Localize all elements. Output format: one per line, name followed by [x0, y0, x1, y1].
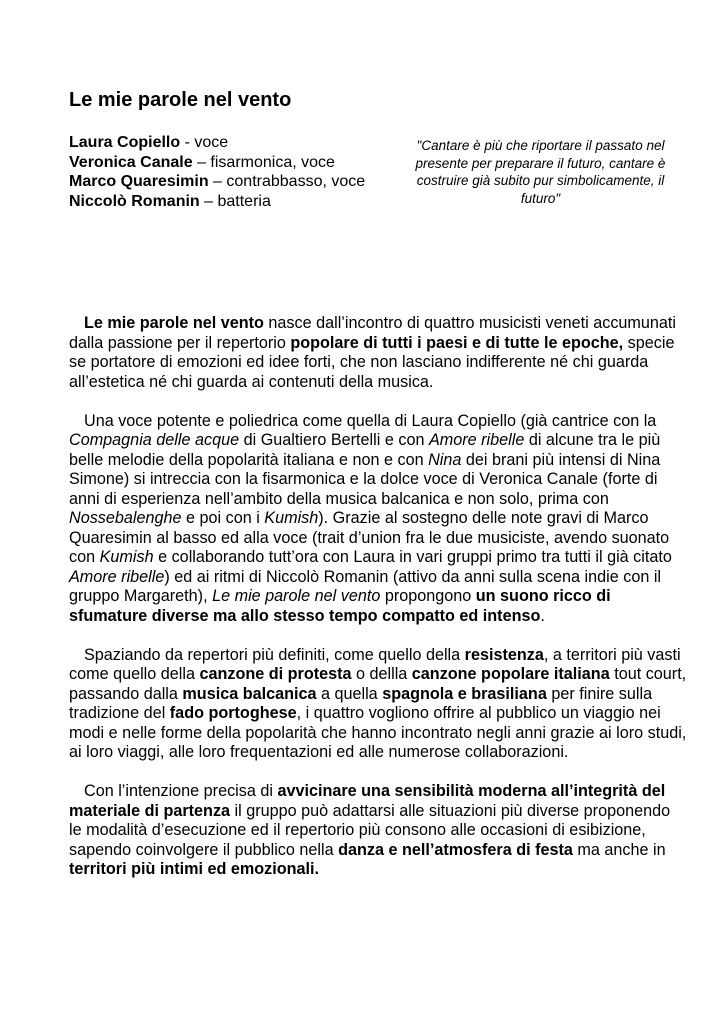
text-run: e poi con i	[181, 509, 265, 528]
bold-text: un suono ricco di sfumature diverse ma allo stesso tempo compatto ed intenso	[69, 587, 611, 625]
member-role: – contrabbasso, voce	[208, 173, 366, 190]
italic-text: Amore ribelle	[69, 567, 165, 586]
paragraph	[69, 646, 687, 763]
text-run: dei brani più intensi di Nina Simone) si intreccia con la fisarmonica e la dolce voce di Veronica Canale (forte di anni di esperienza nell’ambito della musica balcanica e non solo, prima con	[69, 450, 661, 508]
italic-text: Kumish	[264, 509, 319, 528]
text-run: di alcune tra le più belle melodie della popolarità italiana e non e con	[69, 431, 661, 469]
member-name: Laura Copiello	[69, 134, 181, 151]
quote: "Cantare è più che riportare il passato nel presente per preparare il futuro, cantare è costruire già subito pur simbolicamente, il futuro"	[415, 138, 666, 207]
text-run: ). Grazie al sostegno delle note gravi di Marco Quaresimin al basso ed alla voce (trait d’union fra le due musiciste, avendo suonato con	[69, 509, 670, 567]
page-title: Le mie parole nel vento	[69, 89, 292, 111]
member-line	[69, 153, 369, 173]
member-role: – fisarmonica, voce	[192, 153, 335, 171]
text-run: il gruppo può adattarsi alle situazioni più diverse proponendo le modalità d’esecuzione ed il repertorio più consono alle occasioni di esibizione, sapendo coinvolgere il pubblico nella	[69, 801, 671, 859]
body-text	[69, 314, 687, 899]
bold-text: avvicinare una sensibilità moderna all’integrità del materiale di partenza	[69, 782, 666, 820]
text-run: Una voce potente e poliedrica come quella di Laura Copiello (già cantrice con la	[84, 411, 657, 430]
text-run: propongono	[380, 587, 476, 606]
italic-text: Nina	[428, 450, 462, 469]
text-run: tout court, passando dalla	[69, 665, 687, 703]
italic-text: Kumish	[99, 548, 154, 567]
member-role: – batteria	[199, 192, 271, 210]
text-run: o dellla	[351, 665, 412, 684]
text-run: di Gualtiero Bertelli e con	[239, 431, 429, 450]
text-run: a quella	[316, 684, 383, 703]
text-run: ) ed ai ritmi di Niccolò Romanin (attivo da anni sulla scena indie con il gruppo Margareth),	[69, 567, 662, 606]
text-run: specie se portatore di emozioni ed idee forti, che non lasciano indifferente né chi guarda all’estetica né chi guarda ai contenuti della musica.	[69, 333, 675, 391]
text-run: per finire sulla tradizione del	[69, 684, 653, 723]
member-line	[69, 172, 369, 192]
text-run: , i quattro vogliono offrire al pubblico un viaggio nei modi e nelle forme della popolarità che hanno incontrato negli anni grazie ai loro studi, ai loro viaggi, alle loro frequentazioni ed alle numerose collaborazioni.	[69, 704, 687, 762]
bold-text: resistenza	[464, 645, 544, 664]
band-members	[69, 133, 369, 211]
bold-text: danza e nell’atmosfera di festa	[338, 840, 573, 859]
bold-text: spagnola e brasiliana	[382, 684, 547, 703]
italic-text: Compagnia delle acque	[69, 431, 240, 450]
member-name: Veronica Canale	[69, 153, 193, 171]
bold-text: canzone popolare italiana	[411, 665, 610, 684]
text-run: nasce dall’incontro di quattro musicisti veneti accumunati dalla passione per il repertorio	[69, 314, 677, 352]
text-run: , a territori più vasti come quello della	[69, 645, 681, 684]
member-name: Niccolò Romanin	[69, 192, 200, 210]
bold-text: fado portoghese	[169, 704, 297, 723]
member-role: - voce	[180, 134, 229, 151]
member-name: Marco Quaresimin	[69, 173, 209, 190]
italic-text: Nossebalenghe	[69, 509, 182, 528]
bold-text: Le mie parole nel vento	[84, 314, 264, 332]
italic-text: Le mie parole nel vento	[212, 587, 381, 606]
text-run: .	[540, 606, 545, 625]
text-run: Con l’intenzione precisa di	[84, 782, 278, 801]
text-run: e collaborando tutt’ora con Laura in vari gruppi primo tra tutti il già citato	[153, 548, 672, 567]
member-line	[69, 133, 369, 153]
bold-text: canzone di protesta	[199, 665, 352, 684]
bold-text: musica balcanica	[182, 684, 317, 703]
paragraph	[69, 314, 687, 392]
bold-text: territori più intimi ed emozionali.	[69, 860, 320, 879]
text-run: ma anche in	[572, 840, 666, 859]
paragraph	[69, 782, 687, 880]
member-line	[69, 192, 369, 212]
italic-text: Amore ribelle	[428, 431, 525, 450]
bold-text: popolare di tutti i paesi e di tutte le epoche,	[290, 333, 624, 352]
text-run: Spaziando da repertori più definiti, come quello della	[84, 645, 465, 664]
paragraph	[69, 412, 687, 627]
